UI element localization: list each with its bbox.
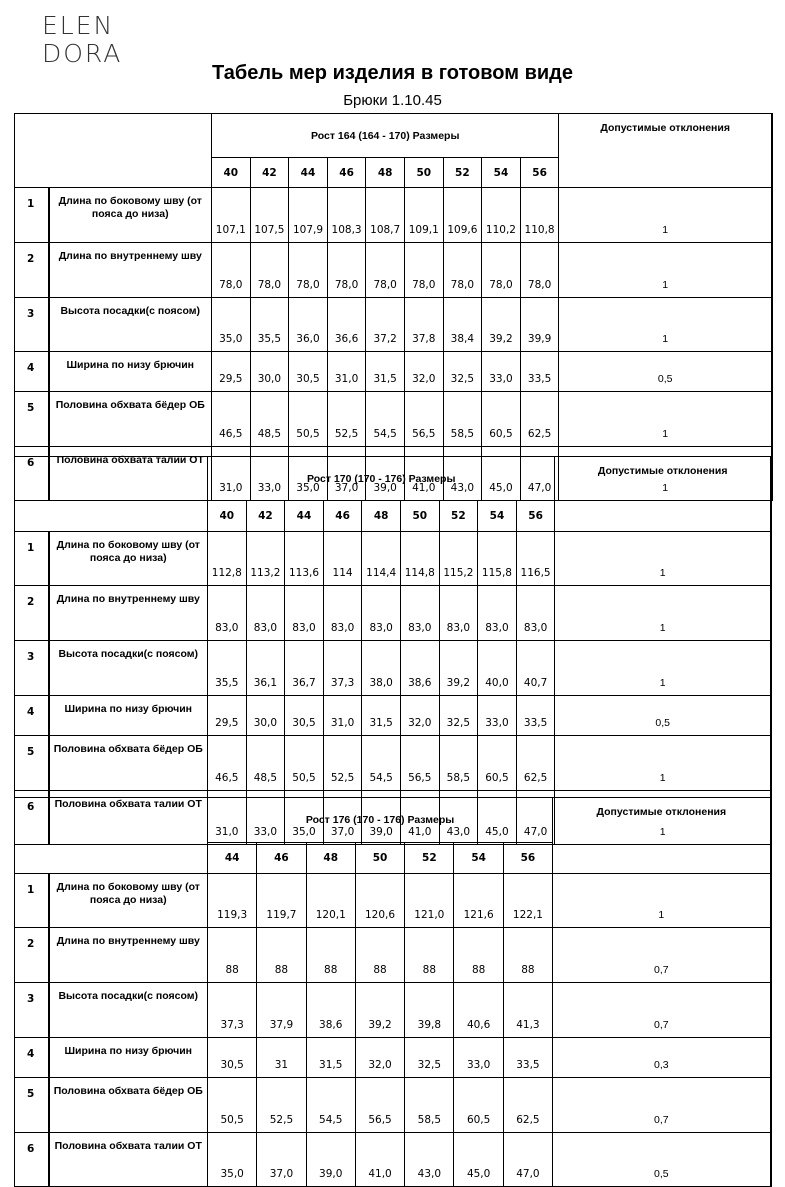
size-header: 54 — [478, 501, 517, 532]
measurement-value: 33,5 — [520, 352, 559, 392]
row-number: 5 — [15, 392, 49, 447]
measurement-value: 83,0 — [362, 586, 401, 641]
row-number: 1 — [15, 532, 49, 586]
measurement-value: 37,3 — [323, 641, 362, 696]
measurement-value: 33,5 — [503, 1038, 552, 1078]
measurement-value: 36,7 — [285, 641, 324, 696]
measurement-value: 113,2 — [246, 532, 285, 586]
size-header: 46 — [327, 158, 366, 188]
measurement-value: 50,5 — [208, 1078, 257, 1133]
measurement-value: 46,5 — [212, 392, 251, 447]
measurement-value: 40,0 — [478, 641, 517, 696]
measurement-value: 37,0 — [257, 1133, 306, 1187]
measurement-value: 45,0 — [454, 1133, 503, 1187]
measurement-value: 60,5 — [478, 736, 517, 791]
tolerance-value: 1 — [553, 874, 771, 928]
size-header: 52 — [439, 501, 478, 532]
size-header: 48 — [306, 843, 355, 874]
measurement-name: Высота посадки(с поясом) — [49, 641, 208, 696]
measurement-value: 78,0 — [289, 243, 328, 298]
measurement-value: 31,0 — [327, 352, 366, 392]
measurement-value: 31 — [257, 1038, 306, 1078]
measurement-value: 78,0 — [327, 243, 366, 298]
measurement-value: 60,5 — [482, 392, 521, 447]
size-header: 56 — [516, 501, 555, 532]
measurement-value: 115,8 — [478, 532, 517, 586]
measurement-value: 39,2 — [482, 298, 521, 352]
measurement-value: 39,8 — [405, 983, 454, 1038]
measurement-name: Длина по боковому шву (от пояса до низа) — [49, 188, 212, 243]
logo-line-2: DORA — [42, 39, 123, 68]
measurement-value: 120,6 — [355, 874, 404, 928]
table-row — [15, 641, 771, 696]
measurement-value: 78,0 — [404, 243, 443, 298]
size-header: 52 — [443, 158, 482, 188]
row-number: 2 — [15, 243, 49, 298]
measurement-value: 50,5 — [289, 392, 328, 447]
growth-header: Рост 176 (170 - 176) Размеры — [208, 798, 553, 843]
page-subtitle: Брюки 1.10.45 — [343, 92, 442, 109]
size-header: 40 — [208, 501, 247, 532]
measurement-value: 37,0 — [323, 791, 362, 845]
row-number: 4 — [15, 352, 49, 392]
measurement-value: 30,0 — [246, 696, 285, 736]
measurement-value: 40,6 — [454, 983, 503, 1038]
tolerance-value: 1 — [555, 532, 771, 586]
measurement-value: 37,3 — [208, 983, 257, 1038]
measurement-value: 43,0 — [405, 1133, 454, 1187]
measurement-value: 52,5 — [257, 1078, 306, 1133]
measurement-value: 47,0 — [503, 1133, 552, 1187]
tolerance-value: 1 — [555, 586, 771, 641]
measurement-value: 32,0 — [404, 352, 443, 392]
measurement-value: 41,0 — [400, 791, 439, 845]
measurement-name: Длина по внутреннему шву — [49, 586, 208, 641]
measurement-name: Ширина по низу брючин — [49, 1038, 208, 1078]
measurement-value: 33,5 — [516, 696, 555, 736]
measurement-value: 37,2 — [366, 298, 405, 352]
measurement-value: 43,0 — [443, 447, 482, 501]
tolerance-value: 1 — [559, 392, 772, 447]
measurement-value: 36,0 — [289, 298, 328, 352]
tolerance-value: 1 — [559, 447, 772, 501]
tolerance-value: 0,3 — [553, 1038, 771, 1078]
size-header: 44 — [289, 158, 328, 188]
measurement-value: 32,0 — [355, 1038, 404, 1078]
size-header: 54 — [482, 158, 521, 188]
measurement-value: 121,6 — [454, 874, 503, 928]
measurement-value: 88 — [503, 928, 552, 983]
measurement-value: 122,1 — [503, 874, 552, 928]
measurement-value: 35,0 — [212, 298, 251, 352]
measurement-value: 32,5 — [405, 1038, 454, 1078]
tolerance-header: Допустимые отклонения — [555, 457, 771, 532]
measurement-value: 30,5 — [285, 696, 324, 736]
table-corner-cell — [15, 114, 212, 188]
measurement-value: 36,6 — [327, 298, 366, 352]
measurement-value: 33,0 — [250, 447, 289, 501]
measurement-value: 31,0 — [212, 447, 251, 501]
measurement-value: 45,0 — [478, 791, 517, 845]
measurement-value: 88 — [454, 928, 503, 983]
size-header: 56 — [503, 843, 552, 874]
table-row — [15, 696, 771, 736]
size-header: 42 — [250, 158, 289, 188]
measurement-name: Длина по внутреннему шву — [49, 243, 212, 298]
measurement-name: Высота посадки(с поясом) — [49, 983, 208, 1038]
measurement-value: 114,4 — [362, 532, 401, 586]
measurement-value: 62,5 — [520, 392, 559, 447]
measurement-value: 83,0 — [516, 586, 555, 641]
measurement-name: Половина обхвата бёдер ОБ — [49, 1078, 208, 1133]
size-header: 48 — [366, 158, 405, 188]
table-row — [15, 298, 772, 352]
measurement-value: 58,5 — [439, 736, 478, 791]
table-row — [15, 532, 771, 586]
table-row — [15, 188, 772, 243]
measurement-name: Половина обхвата бёдер ОБ — [49, 392, 212, 447]
measurement-value: 38,6 — [306, 983, 355, 1038]
tolerance-value: 1 — [559, 243, 772, 298]
measurement-value: 33,0 — [478, 696, 517, 736]
size-header: 50 — [355, 843, 404, 874]
measurement-value: 120,1 — [306, 874, 355, 928]
measurement-value: 62,5 — [503, 1078, 552, 1133]
brand-logo — [42, 12, 142, 68]
measurement-value: 110,8 — [520, 188, 559, 243]
tolerance-value: 0,7 — [553, 1078, 771, 1133]
row-number: 1 — [15, 874, 49, 928]
tolerance-header: Допустимые отклонения — [559, 114, 772, 188]
measurement-value: 39,0 — [362, 791, 401, 845]
row-number: 5 — [15, 1078, 49, 1133]
growth-header: Рост 164 (164 - 170) Размеры — [212, 114, 559, 158]
measurement-value: 58,5 — [443, 392, 482, 447]
measurement-value: 54,5 — [366, 392, 405, 447]
measurement-name: Половина обхвата талии ОТ — [49, 1133, 208, 1187]
logo-line-1: ELEN — [42, 11, 115, 40]
measurement-value: 78,0 — [250, 243, 289, 298]
row-number: 6 — [15, 1133, 49, 1187]
measurement-value: 114,8 — [400, 532, 439, 586]
measurement-value: 43,0 — [439, 791, 478, 845]
size-header: 48 — [362, 501, 401, 532]
measurement-value: 35,5 — [208, 641, 247, 696]
tolerance-value: 0,5 — [553, 1133, 771, 1187]
tolerance-value: 1 — [559, 298, 772, 352]
measurement-value: 39,2 — [439, 641, 478, 696]
measurement-value: 109,1 — [404, 188, 443, 243]
measurement-value: 31,5 — [366, 352, 405, 392]
size-header: 44 — [285, 501, 324, 532]
row-number: 2 — [15, 586, 49, 641]
size-header: 50 — [400, 501, 439, 532]
table-corner-cell — [15, 798, 208, 874]
measurement-value: 56,5 — [355, 1078, 404, 1133]
tolerance-value: 0,7 — [553, 983, 771, 1038]
measurement-value: 45,0 — [482, 447, 521, 501]
measurement-value: 35,5 — [250, 298, 289, 352]
table-row — [15, 736, 771, 791]
measurement-value: 29,5 — [208, 696, 247, 736]
measurement-value: 50,5 — [285, 736, 324, 791]
measurement-value: 109,6 — [443, 188, 482, 243]
measurement-name: Длина по боковому шву (от пояса до низа) — [49, 874, 208, 928]
tolerance-value: 0,5 — [559, 352, 772, 392]
measurement-value: 52,5 — [327, 392, 366, 447]
measurement-value: 119,3 — [208, 874, 257, 928]
table-row — [15, 1038, 771, 1078]
measurement-value: 31,0 — [208, 791, 247, 845]
table-row — [15, 1078, 771, 1133]
measurement-name: Ширина по низу брючин — [49, 696, 208, 736]
tolerance-value: 1 — [555, 791, 771, 845]
measurement-value: 78,0 — [366, 243, 405, 298]
measurement-value: 88 — [355, 928, 404, 983]
measurement-name: Длина по внутреннему шву — [49, 928, 208, 983]
measurement-value: 121,0 — [405, 874, 454, 928]
size-header: 40 — [212, 158, 251, 188]
measurement-value: 39,0 — [306, 1133, 355, 1187]
table-row — [15, 928, 771, 983]
growth-header: Рост 170 (170 - 176) Размеры — [208, 457, 555, 501]
measurement-value: 37,9 — [257, 983, 306, 1038]
row-number: 3 — [15, 983, 49, 1038]
measurement-value: 35,0 — [208, 1133, 257, 1187]
measurement-table — [14, 113, 773, 501]
measurement-value: 54,5 — [306, 1078, 355, 1133]
measurement-value: 114 — [323, 532, 362, 586]
table-row — [15, 392, 772, 447]
measurement-value: 88 — [208, 928, 257, 983]
measurement-value: 56,5 — [400, 736, 439, 791]
table-row — [15, 586, 771, 641]
measurement-value: 39,2 — [355, 983, 404, 1038]
tolerance-header: Допустимые отклонения — [553, 798, 771, 874]
measurement-value: 83,0 — [246, 586, 285, 641]
measurement-value: 78,0 — [482, 243, 521, 298]
measurement-value: 78,0 — [212, 243, 251, 298]
measurement-value: 112,8 — [208, 532, 247, 586]
measurement-value: 30,5 — [208, 1038, 257, 1078]
measurement-value: 33,0 — [482, 352, 521, 392]
measurement-value: 54,5 — [362, 736, 401, 791]
row-number: 4 — [15, 1038, 49, 1078]
measurement-value: 83,0 — [285, 586, 324, 641]
measurement-value: 40,7 — [516, 641, 555, 696]
measurement-value: 31,5 — [306, 1038, 355, 1078]
measurement-name: Ширина по низу брючин — [49, 352, 212, 392]
measurement-value: 37,0 — [327, 447, 366, 501]
measurement-value: 47,0 — [516, 791, 555, 845]
measurement-value: 62,5 — [516, 736, 555, 791]
table-row — [15, 1133, 771, 1187]
measurement-value: 33,0 — [246, 791, 285, 845]
measurement-value: 35,0 — [285, 791, 324, 845]
measurement-value: 46,5 — [208, 736, 247, 791]
measurement-value: 110,2 — [482, 188, 521, 243]
measurement-value: 83,0 — [439, 586, 478, 641]
measurement-value: 33,0 — [454, 1038, 503, 1078]
measurement-name: Высота посадки(с поясом) — [49, 298, 212, 352]
table-header-row — [15, 457, 771, 501]
size-header: 50 — [404, 158, 443, 188]
measurement-value: 107,5 — [250, 188, 289, 243]
measurement-table — [14, 456, 772, 845]
measurement-value: 41,3 — [503, 983, 552, 1038]
measurement-value: 113,6 — [285, 532, 324, 586]
measurement-value: 38,0 — [362, 641, 401, 696]
table-row — [15, 352, 772, 392]
table-row — [15, 983, 771, 1038]
table-header-row — [15, 114, 772, 158]
measurement-value: 83,0 — [478, 586, 517, 641]
measurement-value: 88 — [405, 928, 454, 983]
measurement-value: 30,5 — [289, 352, 328, 392]
measurement-value: 116,5 — [516, 532, 555, 586]
measurement-name: Половина обхвата талии ОТ — [49, 447, 212, 501]
measurement-value: 41,0 — [404, 447, 443, 501]
measurement-value: 39,0 — [366, 447, 405, 501]
measurement-table — [14, 797, 772, 1187]
tolerance-value: 0,5 — [555, 696, 771, 736]
size-header: 54 — [454, 843, 503, 874]
size-header: 46 — [257, 843, 306, 874]
measurement-value: 60,5 — [454, 1078, 503, 1133]
measurement-value: 119,7 — [257, 874, 306, 928]
measurement-value: 107,1 — [212, 188, 251, 243]
row-number: 1 — [15, 188, 49, 243]
measurement-value: 38,4 — [443, 298, 482, 352]
size-header: 56 — [520, 158, 559, 188]
tolerance-value: 1 — [555, 736, 771, 791]
measurement-value: 88 — [257, 928, 306, 983]
measurement-value: 115,2 — [439, 532, 478, 586]
page-title: Табель мер изделия в готовом виде — [212, 62, 573, 84]
measurement-value: 108,7 — [366, 188, 405, 243]
row-number: 5 — [15, 736, 49, 791]
size-header: 52 — [405, 843, 454, 874]
table-header-row — [15, 798, 771, 843]
measurement-value: 78,0 — [520, 243, 559, 298]
tolerance-value: 1 — [559, 188, 772, 243]
measurement-value: 58,5 — [405, 1078, 454, 1133]
measurement-value: 29,5 — [212, 352, 251, 392]
measurement-value: 108,3 — [327, 188, 366, 243]
measurement-value: 31,0 — [323, 696, 362, 736]
measurement-value: 83,0 — [323, 586, 362, 641]
tolerance-value: 0,7 — [553, 928, 771, 983]
measurement-value: 48,5 — [250, 392, 289, 447]
measurement-value: 39,9 — [520, 298, 559, 352]
measurement-value: 52,5 — [323, 736, 362, 791]
measurement-value: 32,5 — [443, 352, 482, 392]
row-number: 3 — [15, 298, 49, 352]
measurement-value: 35,0 — [289, 447, 328, 501]
row-number: 4 — [15, 696, 49, 736]
table-corner-cell — [15, 457, 208, 532]
measurement-value: 38,6 — [400, 641, 439, 696]
size-header: 42 — [246, 501, 285, 532]
row-number: 6 — [15, 447, 49, 501]
measurement-value: 30,0 — [250, 352, 289, 392]
measurement-value: 107,9 — [289, 188, 328, 243]
measurement-value: 83,0 — [400, 586, 439, 641]
measurement-value: 32,5 — [439, 696, 478, 736]
measurement-value: 37,8 — [404, 298, 443, 352]
tolerance-value: 1 — [555, 641, 771, 696]
size-header: 46 — [323, 501, 362, 532]
table-row — [15, 243, 772, 298]
measurement-name: Половина обхвата талии ОТ — [49, 791, 208, 845]
table-row — [15, 874, 771, 928]
measurement-value: 41,0 — [355, 1133, 404, 1187]
measurement-value: 32,0 — [400, 696, 439, 736]
row-number: 3 — [15, 641, 49, 696]
measurement-value: 47,0 — [520, 447, 559, 501]
measurement-value: 83,0 — [208, 586, 247, 641]
measurement-value: 36,1 — [246, 641, 285, 696]
measurement-value: 88 — [306, 928, 355, 983]
measurement-name: Половина обхвата бёдер ОБ — [49, 736, 208, 791]
measurement-value: 78,0 — [443, 243, 482, 298]
row-number: 2 — [15, 928, 49, 983]
measurement-value: 48,5 — [246, 736, 285, 791]
measurement-value: 56,5 — [404, 392, 443, 447]
measurement-name: Длина по боковому шву (от пояса до низа) — [49, 532, 208, 586]
size-header: 44 — [208, 843, 257, 874]
measurement-value: 31,5 — [362, 696, 401, 736]
row-number: 6 — [15, 791, 49, 845]
